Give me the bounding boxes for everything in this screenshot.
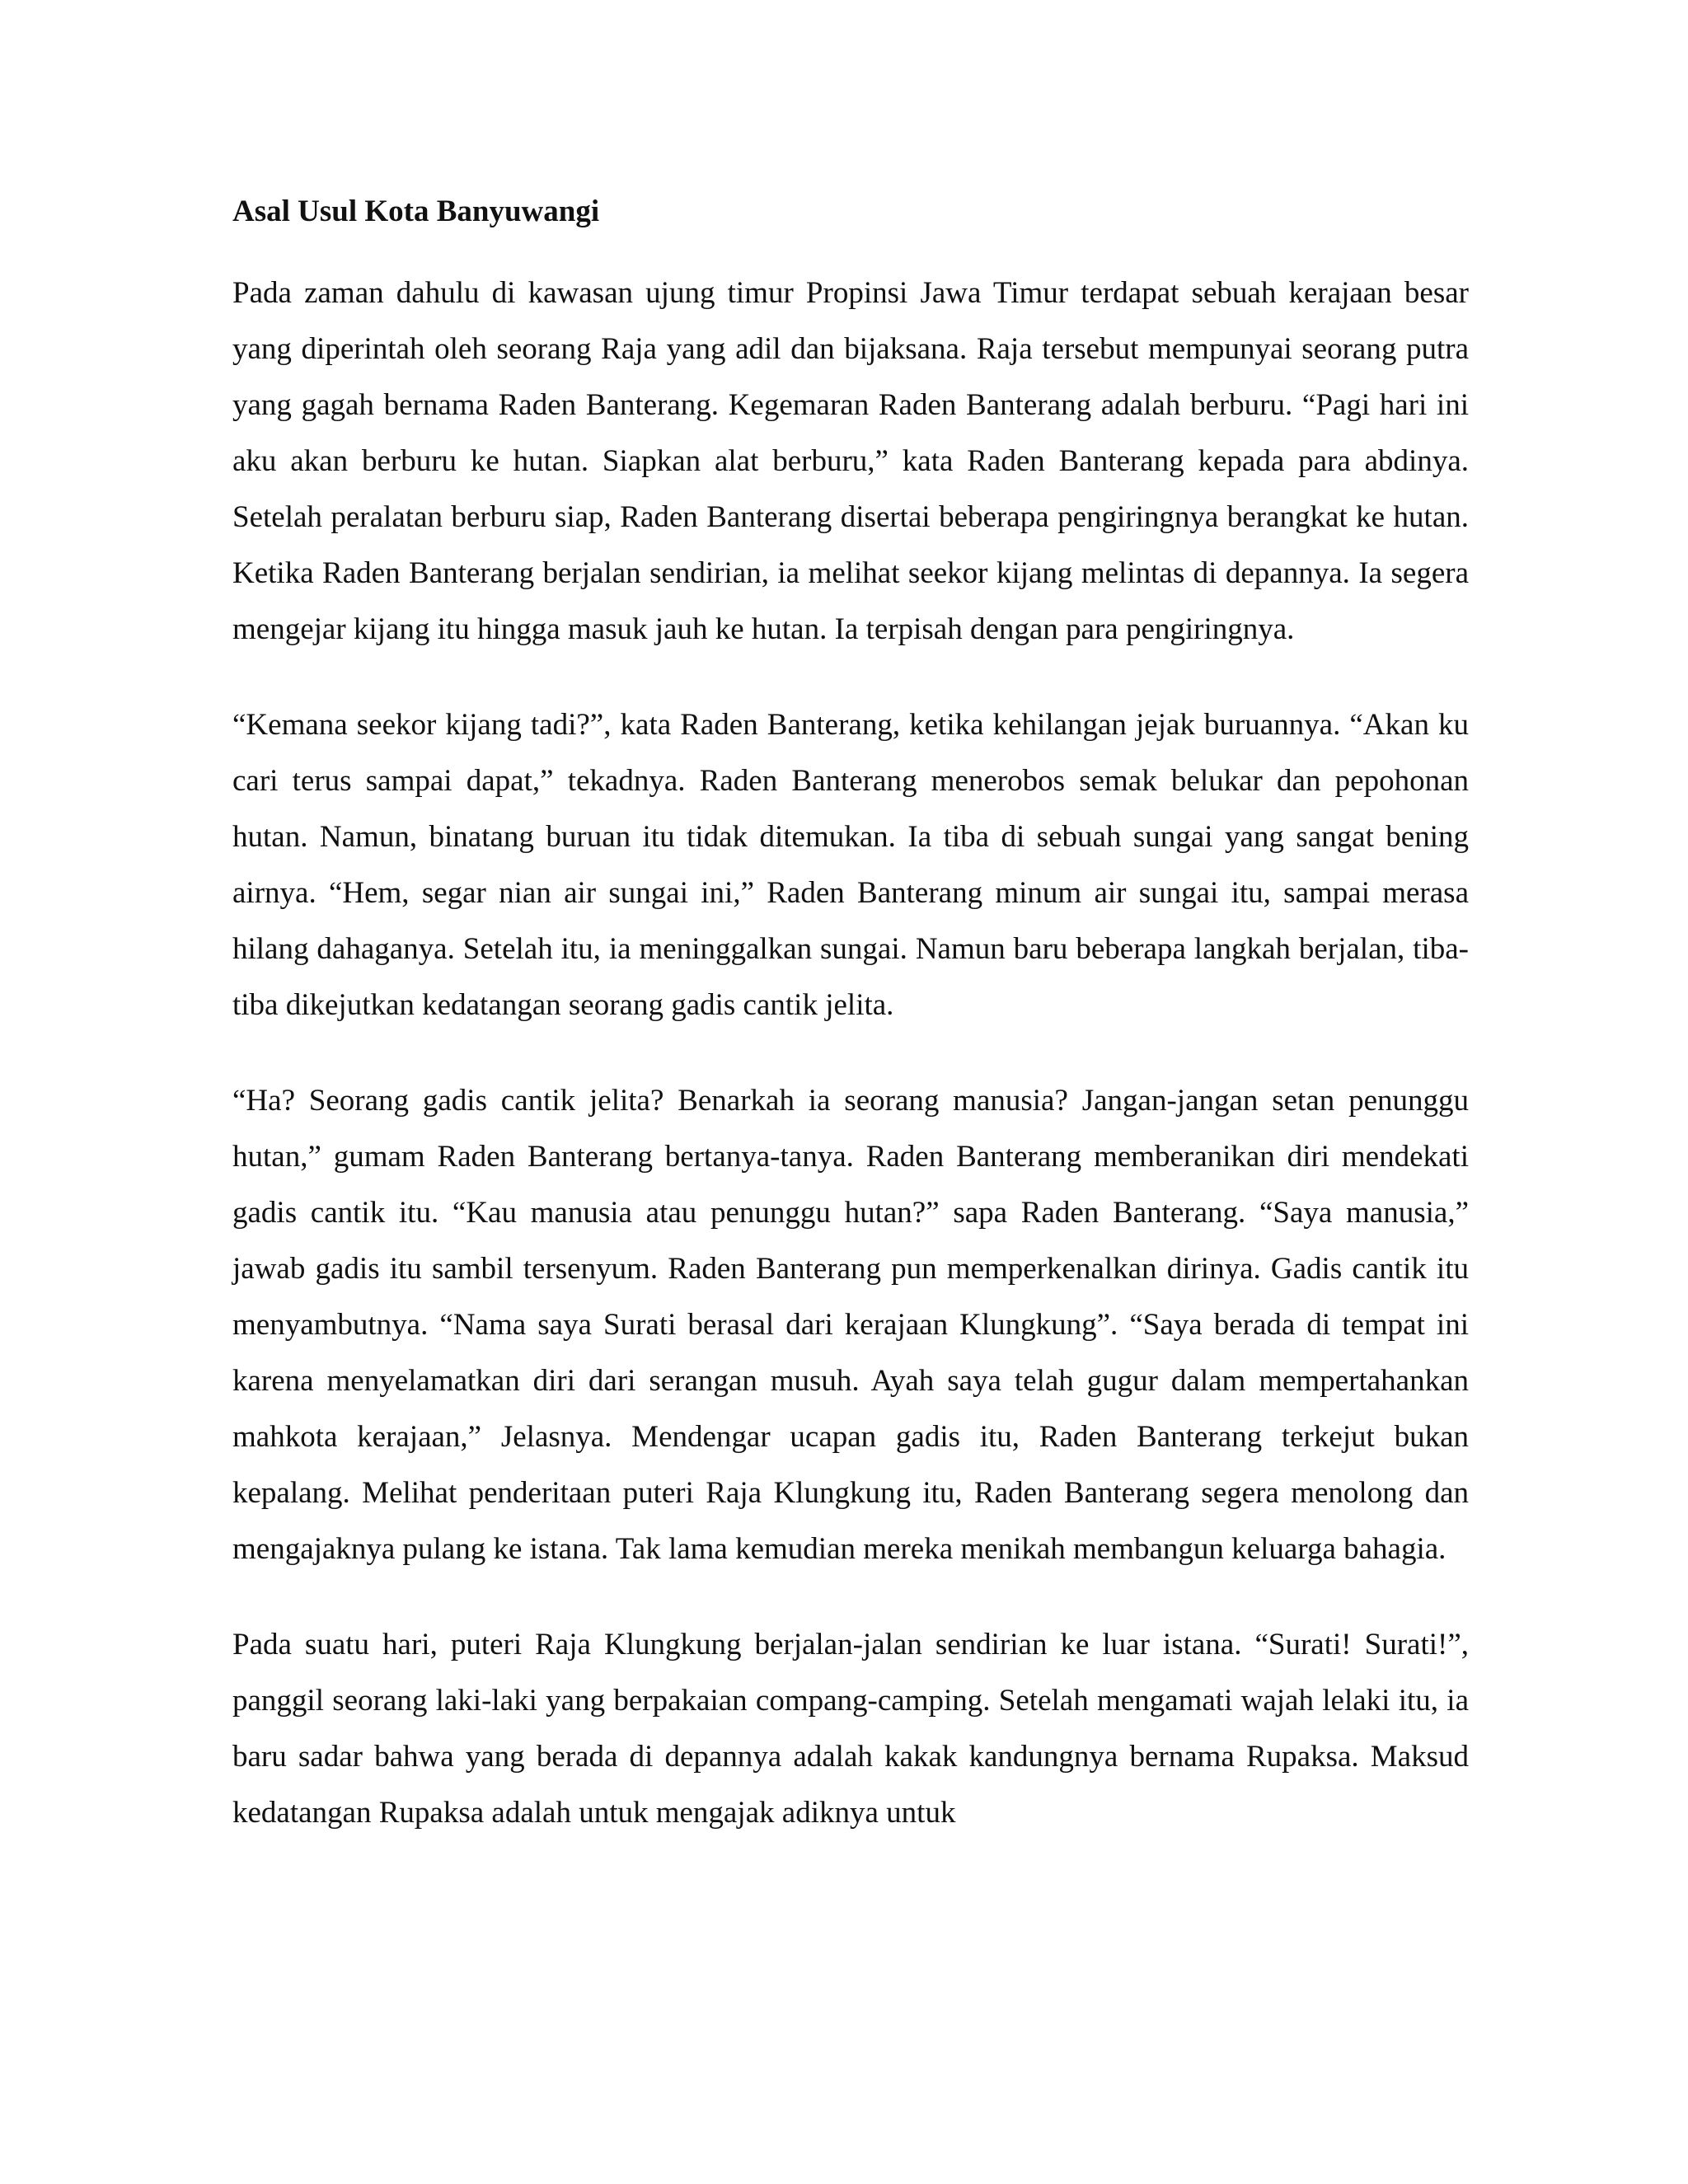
document-body (232, 191, 1469, 1881)
document-title: Asal Usul Kota Banyuwangi (232, 194, 600, 228)
paragraph-1: Pada zaman dahulu di kawasan ujung timur Propinsi Jawa Timur terdapat sebuah kerajaan besar yang diperintah oleh seorang Raja yang adil dan bijaksana. Raja tersebut mempunyai seorang putra yang gagah bernama Raden Banterang. Kegemaran Raden Banterang adalah berburu. “Pagi hari ini aku akan berburu ke hutan. Siapkan alat berburu,” kata Raden Banterang kepada para abdinya. Setelah peralatan berburu siap, Raden Banterang disertai beberapa pengiringnya berangkat ke hutan. Ketika Raden Banterang berjalan sendirian, ia melihat seekor kijang melintas di depannya. Ia segera mengejar kijang itu hingga masuk jauh ke hutan. Ia terpisah dengan para pengiringnya. (232, 276, 1469, 646)
paragraph-3: “Ha? Seorang gadis cantik jelita? Benarkah ia seorang manusia? Jangan-jangan setan penunggu hutan,” gumam Raden Banterang bertanya-tanya. Raden Banterang memberanikan diri mendekati gadis cantik itu. “Kau manusia atau penunggu hutan?” sapa Raden Banterang. “Saya manusia,” jawab gadis itu sambil tersenyum. Raden Banterang pun memperkenalkan dirinya. Gadis cantik itu menyambutnya. “Nama saya Surati berasal dari kerajaan Klungkung”. “Saya berada di tempat ini karena menyelamatkan diri dari serangan musuh. Ayah saya telah gugur dalam mempertahankan mahkota kerajaan,” Jelasnya. Mendengar ucapan gadis itu, Raden Banterang terkejut bukan kepalang. Melihat penderitaan puteri Raja Klungkung itu, Raden Banterang segera menolong dan mengajaknya pulang ke istana. Tak lama kemudian mereka menikah membangun keluarga bahagia. (232, 1084, 1469, 1566)
paragraph-4: Pada suatu hari, puteri Raja Klungkung berjalan-jalan sendirian ke luar istana. “Surati! Surati!”, panggil seorang laki-laki yang berpakaian compang-camping. Setelah mengamati wajah lelaki itu, ia baru sadar bahwa yang berada di depannya adalah kakak kandungnya bernama Rupaksa. Maksud kedatangan Rupaksa adalah untuk mengajak adiknya untuk (232, 1628, 1469, 1830)
paragraph-2: “Kemana seekor kijang tadi?”, kata Raden Banterang, ketika kehilangan jejak buruannya. “Akan ku cari terus sampai dapat,” tekadnya. Raden Banterang menerobos semak belukar dan pepohonan hutan. Namun, binatang buruan itu tidak ditemukan. Ia tiba di sebuah sungai yang sangat bening airnya. “Hem, segar nian air sungai ini,” Raden Banterang minum air sungai itu, sampai merasa hilang dahaganya. Setelah itu, ia meninggalkan sungai. Namun baru beberapa langkah berjalan, tiba-tiba dikejutkan kedatangan seorang gadis cantik jelita. (232, 708, 1469, 1022)
